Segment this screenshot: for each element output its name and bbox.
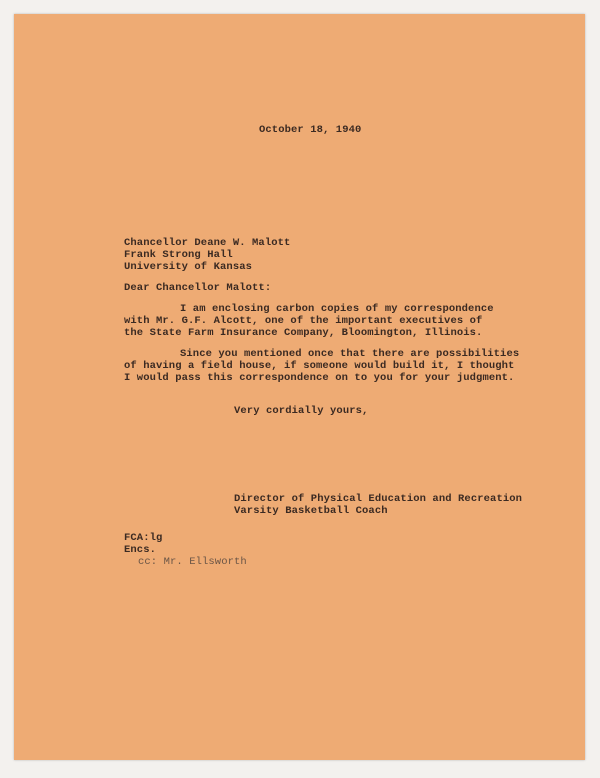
recipient-name: Chancellor Deane W. Malott	[124, 237, 291, 249]
letter-page	[14, 14, 585, 760]
signature-title: Varsity Basketball Coach	[234, 505, 388, 517]
paragraph2-line: I would pass this correspondence on to you for your judgment.	[124, 372, 515, 384]
cc-note: cc: Mr. Ellsworth	[138, 556, 247, 568]
typist-initials: FCA:lg	[124, 532, 163, 544]
recipient-institution: University of Kansas	[124, 261, 253, 273]
recipient-building: Frank Strong Hall	[124, 249, 233, 261]
paragraph1-line: I am enclosing carbon copies of my correspondence	[180, 303, 494, 315]
closing: Very cordially yours,	[234, 405, 369, 417]
paragraph2-line: of having a field house, if someone would build it, I thought	[124, 360, 515, 372]
letter-date: October 18, 1940	[259, 124, 362, 136]
enclosure-note: Encs.	[124, 544, 157, 556]
paragraph2-line: Since you mentioned once that there are possibilities	[180, 348, 520, 360]
salutation: Dear Chancellor Malott:	[124, 282, 272, 294]
signature-title: Director of Physical Education and Recreation	[234, 493, 523, 505]
paragraph1-line: the State Farm Insurance Company, Bloomington, Illinois.	[124, 327, 483, 339]
paragraph1-line: with Mr. G.F. Alcott, one of the important executives of	[124, 315, 483, 327]
